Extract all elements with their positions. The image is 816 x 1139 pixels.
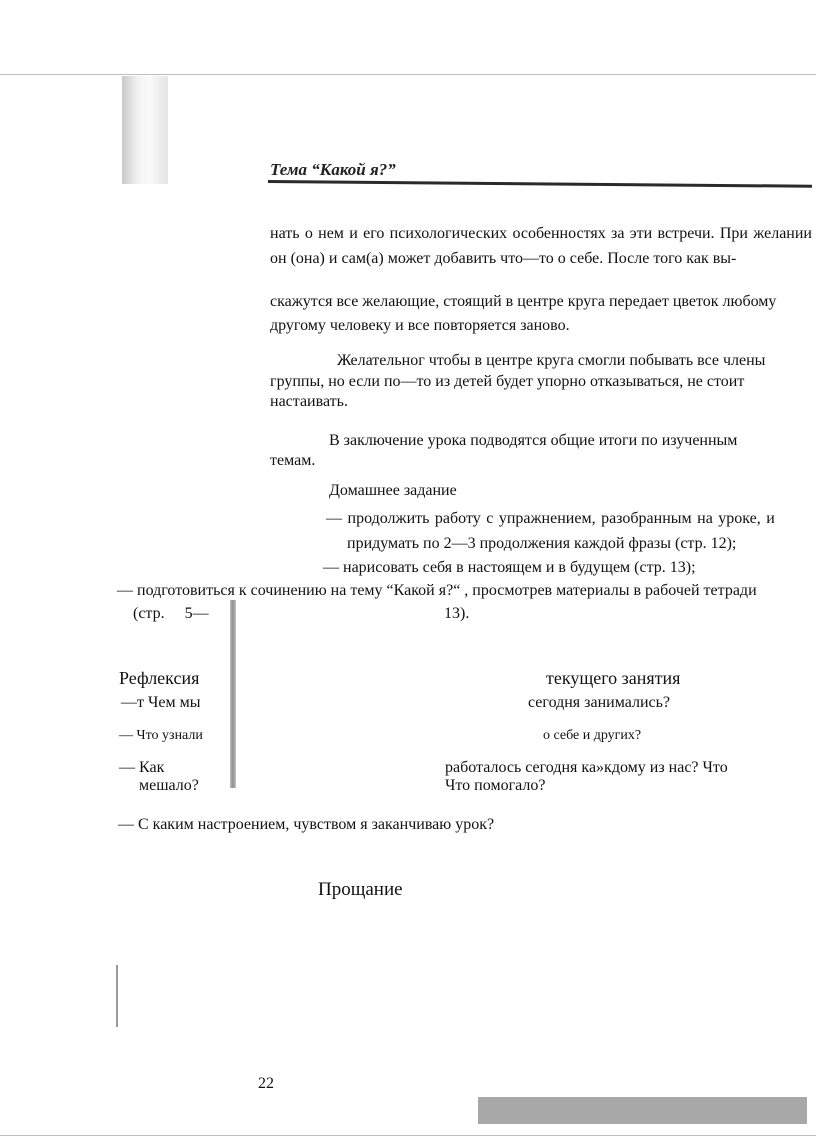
top-rule xyxy=(0,74,816,75)
homework-item-1-line-1: — продолжить работу с упражнением, разобранным на уроке, и xyxy=(326,510,775,527)
reflection-question-1-left: —т Чем мы xyxy=(121,694,201,711)
scan-shadow xyxy=(122,76,168,184)
paragraph-1: нать о нем и его психологических особенностях за эти встречи. При желании он (она) и сам(а) может добавить что—то о себе. После того как вы- xyxy=(270,225,812,267)
paragraph-4-first-line: В заключение урока подводятся общие итоги по изученным xyxy=(329,432,738,449)
reflection-question-2-right: о себе и других? xyxy=(543,728,642,743)
reflection-question-3-right-line-1: работалось сегодня ка»кдому из нас? Что xyxy=(445,759,728,776)
reflection-heading-left: Рефлексия xyxy=(119,668,200,688)
farewell-heading: Прощание xyxy=(318,879,403,900)
homework-item-3-line-2-left: (стр. 5— xyxy=(133,605,209,622)
bottom-rule xyxy=(0,1135,816,1136)
scan-artifact-vertical xyxy=(230,600,236,788)
topic-underline xyxy=(268,180,812,188)
homework-heading: Домашнее задание xyxy=(329,482,457,499)
reflection-question-3-left-line-2: мешало? xyxy=(139,777,199,794)
reflection-heading-right: текущего занятия xyxy=(546,668,681,688)
reflection-question-3-right-line-2: Что помогало? xyxy=(445,777,546,794)
paragraph-3-first-line: Желательног чтобы в центре круга смогли побывать все члены xyxy=(337,352,766,369)
paragraph-2: скажутся все желающие, стоящий в центре круга передает цветок любому другому человеку и все повторяется заново. xyxy=(270,293,777,334)
scan-artifact-margin-line xyxy=(116,965,118,1027)
scan-artifact-bottom-bar xyxy=(478,1097,807,1124)
reflection-question-3-left-line-1: — Как xyxy=(119,759,165,776)
reflection-question-4: — С каким настроением, чувством я заканчиваю урок? xyxy=(118,816,495,833)
topic-title: Тема “Какой я?” xyxy=(270,160,396,179)
reflection-question-1-right: сегодня занимались? xyxy=(528,694,671,711)
paragraph-3-rest: группы, но если по—то из детей будет упорно отказываться, не стоит настаивать. xyxy=(270,373,745,410)
page-number: 22 xyxy=(258,1075,274,1092)
homework-item-1-line-2: придумать по 2—3 продолжения каждой фразы (стр. 12); xyxy=(347,535,737,552)
homework-item-2: — нарисовать себя в настоящем и в будущем (стр. 13); xyxy=(323,559,696,576)
reflection-question-2-left: — Что узнали xyxy=(119,728,203,743)
homework-item-3-line-1: — подготовиться к сочинению на тему “Какой я?“ , просмотрев материалы в рабочей тетради xyxy=(117,582,757,599)
paragraph-4-second-line: темам. xyxy=(270,452,316,469)
homework-item-3-line-2-right: 13). xyxy=(444,605,470,622)
